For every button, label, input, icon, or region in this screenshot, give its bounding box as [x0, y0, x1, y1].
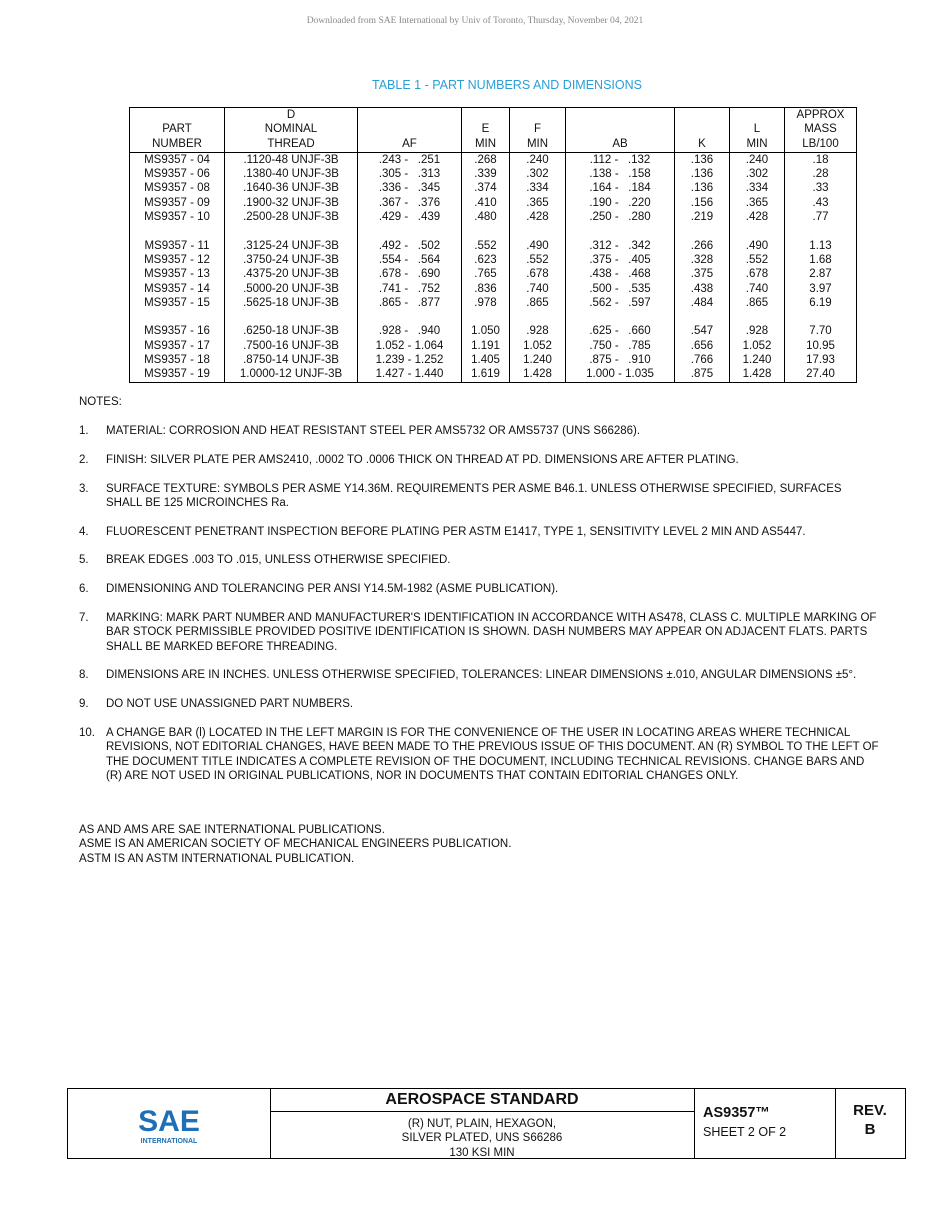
table-cell: .375 - .405 [566, 253, 675, 267]
table-row [130, 253, 857, 267]
col-header: E MIN [462, 108, 510, 153]
table-cell: MS9357 - 09 [130, 196, 225, 210]
table-cell: 1.68 [785, 253, 857, 267]
table-cell: .928 - .940 [358, 324, 462, 338]
note-item [79, 482, 879, 511]
table-cell: .164 - .184 [566, 181, 675, 195]
table-cell: 1.052 [730, 339, 785, 353]
logo-mark: SAE [138, 1105, 200, 1138]
col-header: D NOMINAL THREAD [225, 108, 358, 153]
table-cell: MS9357 - 18 [130, 353, 225, 367]
table-cell: .500 - .535 [566, 282, 675, 296]
table-cell: .305 - .313 [358, 167, 462, 181]
table-title: TABLE 1 - PART NUMBERS AND DIMENSIONS [372, 78, 642, 92]
table-row [130, 324, 857, 338]
table-cell: .562 - .597 [566, 296, 675, 310]
table-cell: .336 - .345 [358, 181, 462, 195]
sheet-number: SHEET 2 OF 2 [703, 1125, 787, 1139]
table-cell: .243 - .251 [358, 152, 462, 167]
table-cell: MS9357 - 13 [130, 267, 225, 281]
table-cell: .928 [510, 324, 566, 338]
download-watermark: Downloaded from SAE International by Univ of Toronto, Thursday, November 04, 2021 [306, 16, 644, 26]
table-cell: .1120-48 UNJF-3B [225, 152, 358, 167]
note-item [79, 697, 879, 711]
table-cell: .928 [730, 324, 785, 338]
table-cell: .334 [510, 181, 566, 195]
table-cell: .375 [675, 267, 730, 281]
table-cell: .428 [510, 210, 566, 224]
table-cell: 1.240 [730, 353, 785, 367]
table-cell: .875 - .910 [566, 353, 675, 367]
table-cell: 27.40 [785, 367, 857, 382]
table-cell: .484 [675, 296, 730, 310]
table-cell: .836 [462, 282, 510, 296]
table-row [130, 239, 857, 253]
table-cell: 1.405 [462, 353, 510, 367]
table-cell: .365 [510, 196, 566, 210]
description-line: SILVER PLATED, UNS S66286 [401, 1132, 563, 1145]
table-cell: 1.428 [510, 367, 566, 382]
standard-title: AEROSPACE STANDARD [270, 1089, 694, 1112]
note-text: BREAK EDGES .003 TO .015, UNLESS OTHERWISE SPECIFIED. [106, 554, 451, 567]
table-row [130, 367, 857, 382]
table-cell: .741 - .752 [358, 282, 462, 296]
table-cell: .8750-14 UNJF-3B [225, 353, 358, 367]
table-cell: .1380-40 UNJF-3B [225, 167, 358, 181]
table-cell: .6250-18 UNJF-3B [225, 324, 358, 338]
table-cell: .740 [510, 282, 566, 296]
revision-cell [835, 1089, 905, 1158]
table-cell: .740 [730, 282, 785, 296]
table-cell: .328 [675, 253, 730, 267]
note-number: 3. [79, 482, 89, 495]
table-cell: .429 - .439 [358, 210, 462, 224]
table-cell: MS9357 - 12 [130, 253, 225, 267]
note-text: FLUORESCENT PENETRANT INSPECTION BEFORE PLATING PER ASTM E1417, TYPE 1, SENSITIVITY LEVEL 2 MIN AND AS5447. [106, 525, 806, 538]
note-text: FINISH: SILVER PLATE PER AMS2410, .0002 TO .0006 THICK ON THREAD AT PD. DIMENSIONS ARE AFTER PLATING. [106, 453, 739, 466]
note-item [79, 553, 879, 567]
table-row [130, 339, 857, 353]
table-cell: .865 - .877 [358, 296, 462, 310]
table-cell: .1900-32 UNJF-3B [225, 196, 358, 210]
table-cell: .656 [675, 339, 730, 353]
table-cell: .77 [785, 210, 857, 224]
note-item [79, 668, 879, 682]
table-cell: 1.000 - 1.035 [566, 367, 675, 382]
table-cell: .480 [462, 210, 510, 224]
table-cell: .43 [785, 196, 857, 210]
note-item [79, 424, 879, 438]
publication-line: AS AND AMS ARE SAE INTERNATIONAL PUBLICATIONS. [79, 824, 385, 836]
table-cell: .374 [462, 181, 510, 195]
table-header-row [130, 108, 857, 153]
table-cell: 1.13 [785, 239, 857, 253]
note-item [79, 611, 879, 654]
table-cell: .18 [785, 152, 857, 167]
table-cell: .302 [510, 167, 566, 181]
table-cell: 1.427 - 1.440 [358, 367, 462, 382]
table-cell: 1.428 [730, 367, 785, 382]
table-cell: .302 [730, 167, 785, 181]
table-cell: MS9357 - 04 [130, 152, 225, 167]
group-spacer [130, 224, 857, 238]
group-spacer [130, 310, 857, 324]
table-cell: .438 [675, 282, 730, 296]
table-cell: .28 [785, 167, 857, 181]
table-row [130, 152, 857, 167]
table-cell: 1.191 [462, 339, 510, 353]
table-cell: .678 [510, 267, 566, 281]
table-cell: 1.052 [510, 339, 566, 353]
table-row [130, 267, 857, 281]
col-header: L MIN [730, 108, 785, 153]
table-cell: MS9357 - 16 [130, 324, 225, 338]
table-cell: MS9357 - 08 [130, 181, 225, 195]
table-cell: .138 - .158 [566, 167, 675, 181]
note-number: 5. [79, 554, 89, 567]
title-block [67, 1088, 906, 1159]
table-cell: .112 - .132 [566, 152, 675, 167]
table-cell: .266 [675, 239, 730, 253]
table-cell: .865 [730, 296, 785, 310]
revision-value: B [864, 1121, 876, 1138]
table-cell: 1.050 [462, 324, 510, 338]
part-description [270, 1112, 694, 1160]
note-item [79, 453, 879, 467]
note-number: 10. [79, 727, 95, 740]
table-cell: 3.97 [785, 282, 857, 296]
note-number: 1. [79, 425, 89, 437]
note-text: DIMENSIONING AND TOLERANCING PER ANSI Y14.5M-1982 (ASME PUBLICATION). [106, 583, 559, 596]
note-number: 2. [79, 453, 89, 466]
table-cell: .625 - .660 [566, 324, 675, 338]
note-number: 4. [79, 525, 89, 538]
table-cell: .219 [675, 210, 730, 224]
table-cell: .250 - .280 [566, 210, 675, 224]
note-item [79, 726, 879, 783]
note-number: 6. [79, 583, 89, 596]
table-cell: .190 - .220 [566, 196, 675, 210]
note-text: SURFACE TEXTURE: SYMBOLS PER ASME Y14.36M. REQUIREMENTS PER ASME B46.1. UNLESS OTHERWISE SPECIFIED, SURFACES SHALL BE 125 MICROINCHES Ra. [106, 482, 842, 509]
table-cell: .339 [462, 167, 510, 181]
publications-list [79, 823, 511, 866]
table-cell: .765 [462, 267, 510, 281]
table-cell: 10.95 [785, 339, 857, 353]
table-cell: .1640-36 UNJF-3B [225, 181, 358, 195]
table-cell: .678 [730, 267, 785, 281]
table-cell: .552 [510, 253, 566, 267]
col-header: AB [566, 108, 675, 153]
table-cell: .136 [675, 167, 730, 181]
table-cell: .428 [730, 210, 785, 224]
note-text: MARKING: MARK PART NUMBER AND MANUFACTURER'S IDENTIFICATION IN ACCORDANCE WITH AS478, CLASS C. MULTIPLE MARKING OF BAR STOCK PERMISSIBLE PROVIDED POSITIVE IDENTIFICATION IS SHOWN. DASH NUMBERS MAY APPEAR ON ADJACENT FLATS. PARTS SHALL BE MARKED BEFORE THREADING. [106, 612, 877, 653]
table-row [130, 196, 857, 210]
table-row [130, 296, 857, 310]
note-item [79, 525, 879, 539]
table-cell: .268 [462, 152, 510, 167]
table-cell: .136 [675, 152, 730, 167]
table-cell: .367 - .376 [358, 196, 462, 210]
table-cell: .5625-18 UNJF-3B [225, 296, 358, 310]
table-cell: .978 [462, 296, 510, 310]
table-cell: 1.239 - 1.252 [358, 353, 462, 367]
table-cell: 1.052 - 1.064 [358, 339, 462, 353]
table-cell: .865 [510, 296, 566, 310]
sae-logo-cell [68, 1089, 271, 1158]
table-row [130, 282, 857, 296]
note-number: 8. [79, 669, 89, 682]
table-cell: .334 [730, 181, 785, 195]
table-cell: .552 [462, 239, 510, 253]
note-text: MATERIAL: CORROSION AND HEAT RESISTANT STEEL PER AMS5732 OR AMS5737 (UNS S66286). [106, 425, 641, 437]
sae-logo [68, 1089, 270, 1158]
description-line: 130 KSI MIN [449, 1146, 515, 1159]
publication-line: ASME IS AN AMERICAN SOCIETY OF MECHANICAL ENGINEERS PUBLICATION. [79, 838, 512, 851]
table-cell: .3125-24 UNJF-3B [225, 239, 358, 253]
col-header: F MIN [510, 108, 566, 153]
table-cell: .554 - .564 [358, 253, 462, 267]
col-header: PART NUMBER [130, 108, 225, 153]
publication-line: ASTM IS AN ASTM INTERNATIONAL PUBLICATION. [79, 852, 355, 865]
table-cell: .678 - .690 [358, 267, 462, 281]
table-cell: .3750-24 UNJF-3B [225, 253, 358, 267]
table-cell: .5000-20 UNJF-3B [225, 282, 358, 296]
table-cell: .552 [730, 253, 785, 267]
table-cell: .438 - .468 [566, 267, 675, 281]
table-cell: 17.93 [785, 353, 857, 367]
table-cell: 7.70 [785, 324, 857, 338]
note-item [79, 582, 879, 596]
table-cell: .766 [675, 353, 730, 367]
col-header: AF [358, 108, 462, 153]
table-cell: 1.619 [462, 367, 510, 382]
notes-list [79, 424, 879, 798]
table-cell: .7500-16 UNJF-3B [225, 339, 358, 353]
document-number-cell [694, 1089, 836, 1158]
table-cell: MS9357 - 11 [130, 239, 225, 253]
table-row [130, 210, 857, 224]
table-cell: .136 [675, 181, 730, 195]
table-cell: 2.87 [785, 267, 857, 281]
table-cell: 1.0000-12 UNJF-3B [225, 367, 358, 382]
table-row [130, 353, 857, 367]
table-cell: .240 [510, 152, 566, 167]
table-cell: .750 - .785 [566, 339, 675, 353]
table-cell: MS9357 - 10 [130, 210, 225, 224]
table-cell: .410 [462, 196, 510, 210]
table-cell: MS9357 - 19 [130, 367, 225, 382]
table-cell: .875 [675, 367, 730, 382]
note-text: A CHANGE BAR (l) LOCATED IN THE LEFT MARGIN IS FOR THE CONVENIENCE OF THE USER IN LOCATING AREAS WHERE TECHNICAL REVISIONS, NOT EDITORIAL CHANGES, HAVE BEEN MADE TO THE PREVIOUS ISSUE OF THIS DOCUMENT. AN (R) SYMBOL TO THE LEFT OF THE DOCUMENT TITLE INDICATES A COMPLETE REVISION OF THE DOCUMENT, INCLUDING TECHNICAL REVISIONS. CHANGE BARS AND (R) ARE NOT USED IN ORIGINAL PUBLICATIONS, NOR IN DOCUMENTS THAT CONTAIN EDITORIAL CHANGES ONLY. [106, 727, 879, 782]
table-cell: .623 [462, 253, 510, 267]
table-cell: .33 [785, 181, 857, 195]
table-cell: .240 [730, 152, 785, 167]
table-row [130, 181, 857, 195]
note-text: DO NOT USE UNASSIGNED PART NUMBERS. [106, 698, 354, 711]
table-cell: MS9357 - 15 [130, 296, 225, 310]
description-line: (R) NUT, PLAIN, HEXAGON, [407, 1118, 557, 1130]
table-cell: .492 - .502 [358, 239, 462, 253]
table-cell: .4375-20 UNJF-3B [225, 267, 358, 281]
table-cell: .490 [730, 239, 785, 253]
note-number: 9. [79, 698, 89, 711]
table-body [130, 152, 857, 382]
table-cell: 6.19 [785, 296, 857, 310]
table-cell: .547 [675, 324, 730, 338]
table-cell: MS9357 - 17 [130, 339, 225, 353]
revision-label: REV. [853, 1102, 887, 1119]
table-cell: .2500-28 UNJF-3B [225, 210, 358, 224]
table-cell: MS9357 - 06 [130, 167, 225, 181]
note-text: DIMENSIONS ARE IN INCHES. UNLESS OTHERWISE SPECIFIED, TOLERANCES: LINEAR DIMENSIONS ±.010, ANGULAR DIMENSIONS ±5°. [106, 669, 857, 682]
logo-subtext: INTERNATIONAL [140, 1138, 198, 1145]
document-number: AS9357™ [703, 1105, 770, 1121]
table-cell: .365 [730, 196, 785, 210]
col-header: APPROX MASS LB/100 [785, 108, 857, 153]
table-cell: .156 [675, 196, 730, 210]
table-cell: 1.240 [510, 353, 566, 367]
table-cell: MS9357 - 14 [130, 282, 225, 296]
table-row [130, 167, 857, 181]
dimensions-table [129, 107, 857, 383]
col-header: K [675, 108, 730, 153]
notes-title: NOTES: [79, 396, 122, 408]
note-number: 7. [79, 612, 89, 625]
table-cell: .490 [510, 239, 566, 253]
table-cell: .312 - .342 [566, 239, 675, 253]
